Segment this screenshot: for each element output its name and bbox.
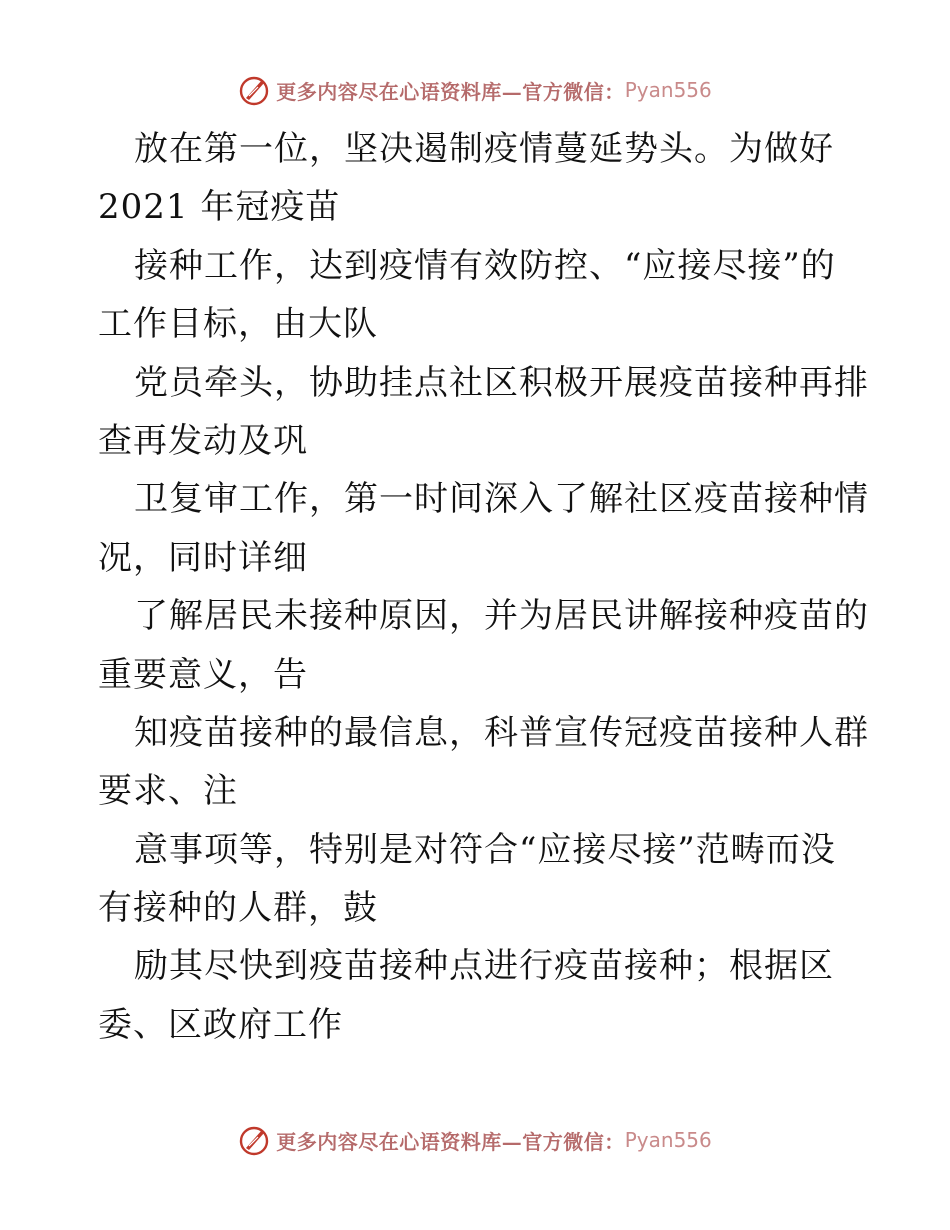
header-banner (0, 70, 950, 110)
quill-pen-logo-icon (238, 74, 270, 106)
text-line: 接种工作，达到疫情有效防控、“应接尽接”的 (134, 245, 836, 286)
text-line: 励其尽快到疫苗接种点进行疫苗接种；根据区 (134, 946, 834, 987)
text-line: 有接种的人群，鼓 (98, 888, 378, 929)
text-line: 工作目标，由大队 (98, 304, 378, 345)
text-line: 2021 年冠疫苗 (98, 187, 341, 228)
quill-pen-logo-icon (238, 1124, 270, 1156)
text-line: 卫复审工作，第一时间深入了解社区疫苗接种情 (134, 479, 869, 520)
body-text (98, 120, 868, 1054)
footer-wechat-id: Pyan556 (624, 1128, 712, 1152)
header-wechat-id: Pyan556 (624, 78, 712, 102)
text-line: 查再发动及巩 (98, 420, 308, 461)
text-line: 放在第一位，坚决遏制疫情蔓延势头。为做好 (134, 129, 834, 169)
text-line: 要求、注 (98, 771, 238, 812)
text-line: 知疫苗接种的最信息，科普宣传冠疫苗接种人群 (134, 712, 869, 753)
header-banner-text: 更多内容尽在心语资料库—官方微信： (276, 79, 625, 104)
text-line: 了解居民未接种原因，并为居民讲解接种疫苗的 (134, 596, 869, 637)
text-line: 况，同时详细 (98, 537, 308, 578)
text-line: 意事项等，特别是对符合“应接尽接”范畴而没 (134, 829, 836, 870)
footer-banner (0, 1120, 950, 1160)
text-line: 党员牵头，协助挂点社区积极开展疫苗接种再排 (134, 362, 869, 403)
footer-banner-text: 更多内容尽在心语资料库—官方微信： (276, 1129, 625, 1154)
text-line: 重要意义，告 (98, 654, 308, 695)
text-line: 委、区政府工作 (98, 1004, 343, 1045)
